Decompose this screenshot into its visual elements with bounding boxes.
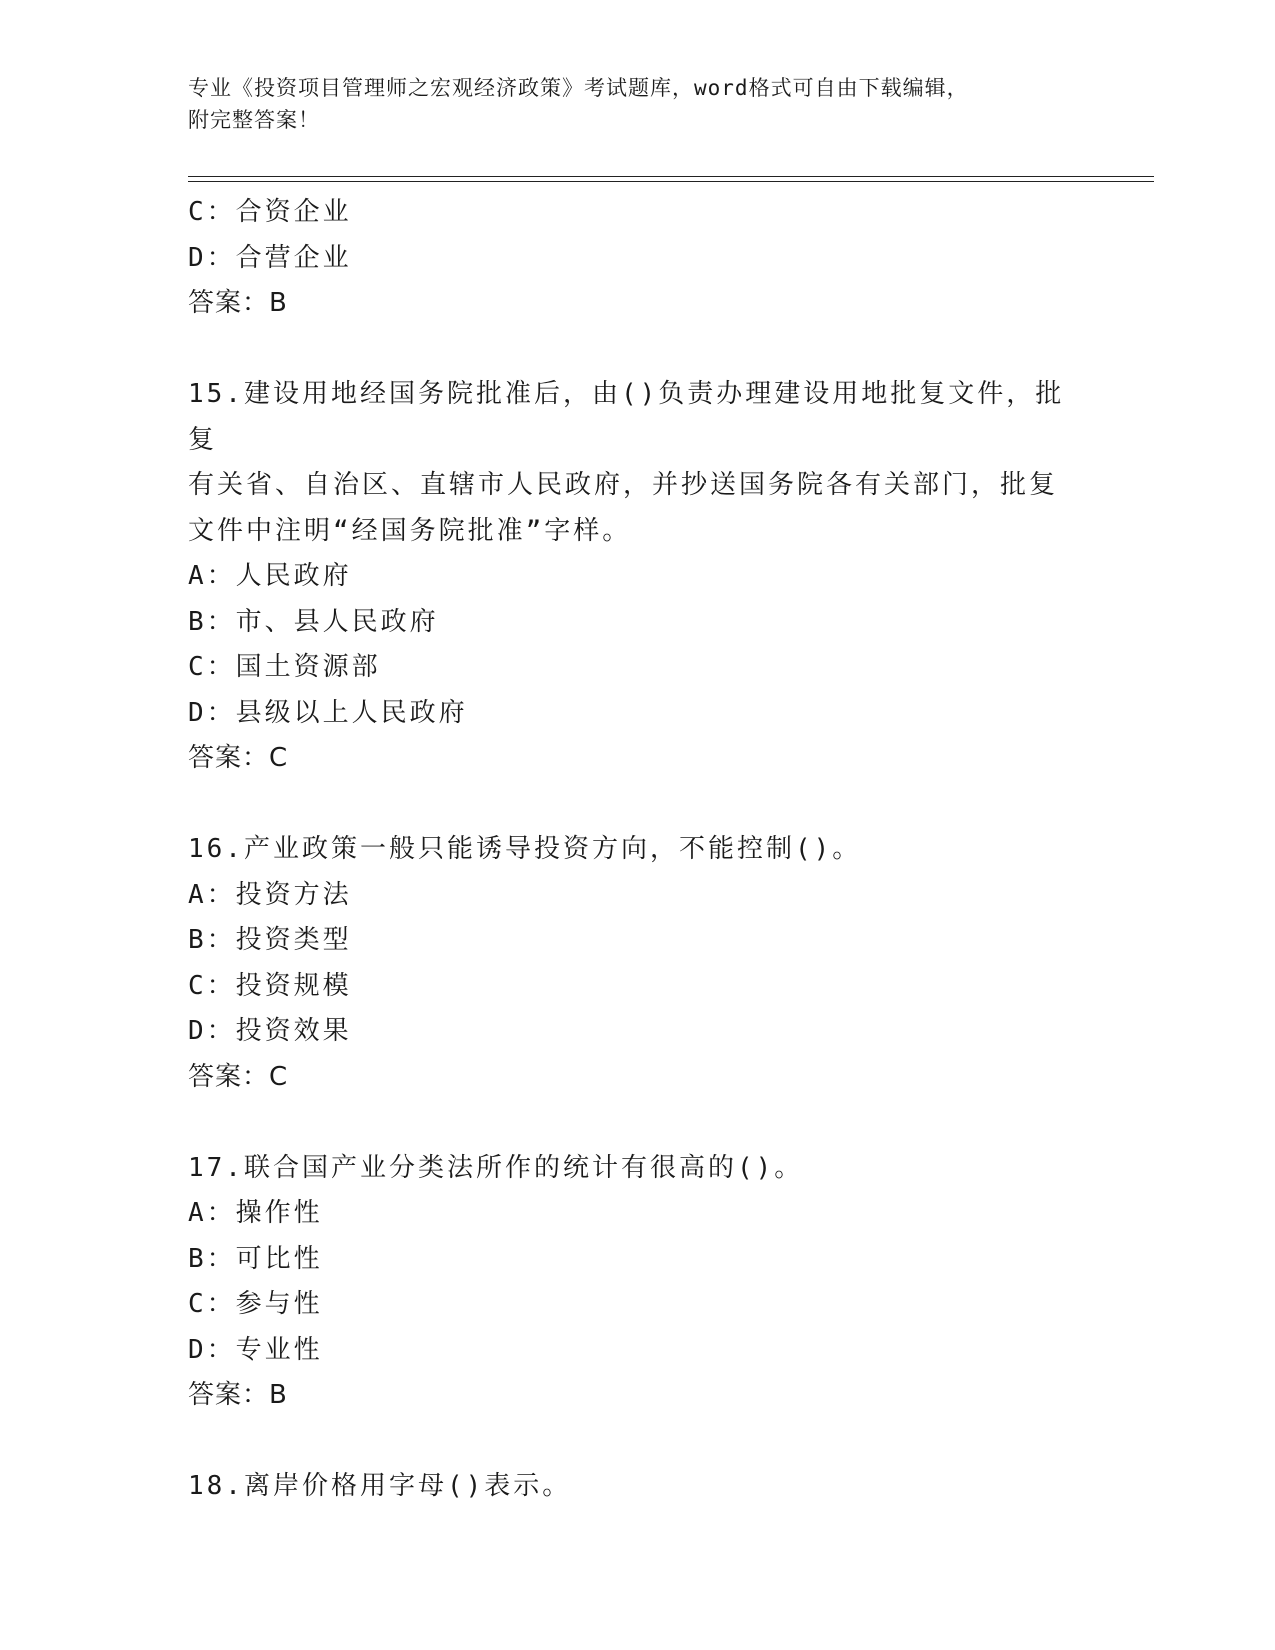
question-text-line: 18.离岸价格用字母()表示。 bbox=[188, 1471, 572, 1501]
option-c: C：合资企业 bbox=[188, 197, 352, 227]
option-b: B：市、县人民政府 bbox=[188, 606, 439, 637]
option-a: A：操作性 bbox=[188, 1198, 323, 1228]
answer-line: 答案：B bbox=[188, 1380, 288, 1410]
spacer bbox=[188, 1419, 1088, 1465]
question-15 bbox=[188, 372, 1088, 782]
option-d: D：合营企业 bbox=[188, 242, 352, 273]
question-text-line: 17.联合国产业分类法所作的统计有很高的()。 bbox=[188, 1152, 804, 1183]
answer-line: 答案：C bbox=[188, 1061, 289, 1092]
spacer bbox=[188, 327, 1088, 373]
question-text-line: 文件中注明“经国务院批准”字样。 bbox=[188, 515, 632, 546]
spacer bbox=[188, 1100, 1088, 1146]
answer-line: 答案：C bbox=[188, 743, 289, 773]
option-d: D：投资效果 bbox=[188, 1016, 352, 1046]
header-line-2: 附完整答案！ bbox=[188, 108, 320, 132]
option-c: C：投资规模 bbox=[188, 970, 352, 1001]
question-list bbox=[188, 190, 1088, 1510]
question-18 bbox=[188, 1464, 1088, 1510]
question-text-line: 有关省、自治区、直辖市人民政府，并抄送国务院各有关部门，批复 bbox=[188, 470, 1059, 500]
question-fragment-14 bbox=[188, 190, 1088, 327]
spacer bbox=[188, 782, 1088, 828]
option-c: C：国土资源部 bbox=[188, 652, 381, 682]
document-header bbox=[188, 72, 1088, 136]
answer-line: 答案：B bbox=[188, 288, 288, 318]
question-16 bbox=[188, 827, 1088, 1100]
question-text-line: 16.产业政策一般只能诱导投资方向，不能控制()。 bbox=[188, 834, 862, 864]
header-rule-bottom bbox=[188, 181, 1154, 182]
question-text-line: 15.建设用地经国务院批准后，由()负责办理建设用地批复文件，批复 bbox=[188, 379, 1065, 455]
option-a: A：投资方法 bbox=[188, 879, 352, 910]
option-b: B：投资类型 bbox=[188, 925, 352, 955]
option-d: D：专业性 bbox=[188, 1334, 323, 1365]
header-rule-top bbox=[188, 176, 1154, 177]
option-b: B：可比性 bbox=[188, 1243, 323, 1274]
option-c: C：参与性 bbox=[188, 1289, 323, 1319]
option-d: D：县级以上人民政府 bbox=[188, 697, 468, 728]
question-17 bbox=[188, 1146, 1088, 1419]
header-line-1: 专业《投资项目管理师之宏观经济政策》考试题库，word格式可自由下载编辑， bbox=[188, 76, 969, 100]
option-a: A：人民政府 bbox=[188, 561, 352, 591]
